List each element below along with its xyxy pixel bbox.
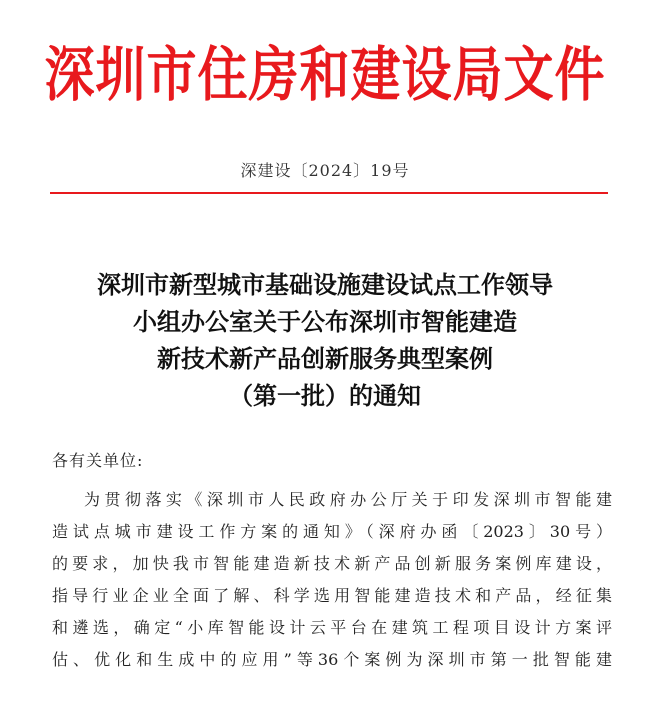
body-line: 和遴选，确定“小库智能设计云平台在建筑工程项目设计方案评 xyxy=(52,618,612,637)
body-line: 指导行业企业全面了解、科学选用智能建造技术和产品，经征集 xyxy=(52,586,612,605)
red-divider-line xyxy=(50,192,608,194)
issuing-authority-header: 深圳市住房和建设局文件 xyxy=(44,40,606,110)
notice-title-line: 深圳市新型城市基础设施建设试点工作领导 xyxy=(97,270,553,299)
document-number: 深建设〔2024〕19号 xyxy=(240,161,410,180)
addressee-line: 各有关单位: xyxy=(52,451,144,470)
body-line: 的要求，加快我市智能建造新技术新产品创新服务案例库建设， xyxy=(52,554,612,573)
body-line: 为贯彻落实《深圳市人民政府办公厅关于印发深圳市智能建 xyxy=(84,490,612,509)
notice-title-line: 新技术新产品创新服务典型案例 xyxy=(157,344,493,373)
notice-title xyxy=(40,266,610,414)
body-line: 造试点城市建设工作方案的通知》（深府办函〔2023〕30号） xyxy=(52,522,612,541)
notice-title-line: 小组办公室关于公布深圳市智能建造 xyxy=(133,307,517,336)
body-paragraph xyxy=(52,484,612,676)
body-line: 估、优化和生成中的应用”等36个案例为深圳市第一批智能建 xyxy=(52,650,612,669)
notice-title-line: （第一批）的通知 xyxy=(229,381,421,410)
